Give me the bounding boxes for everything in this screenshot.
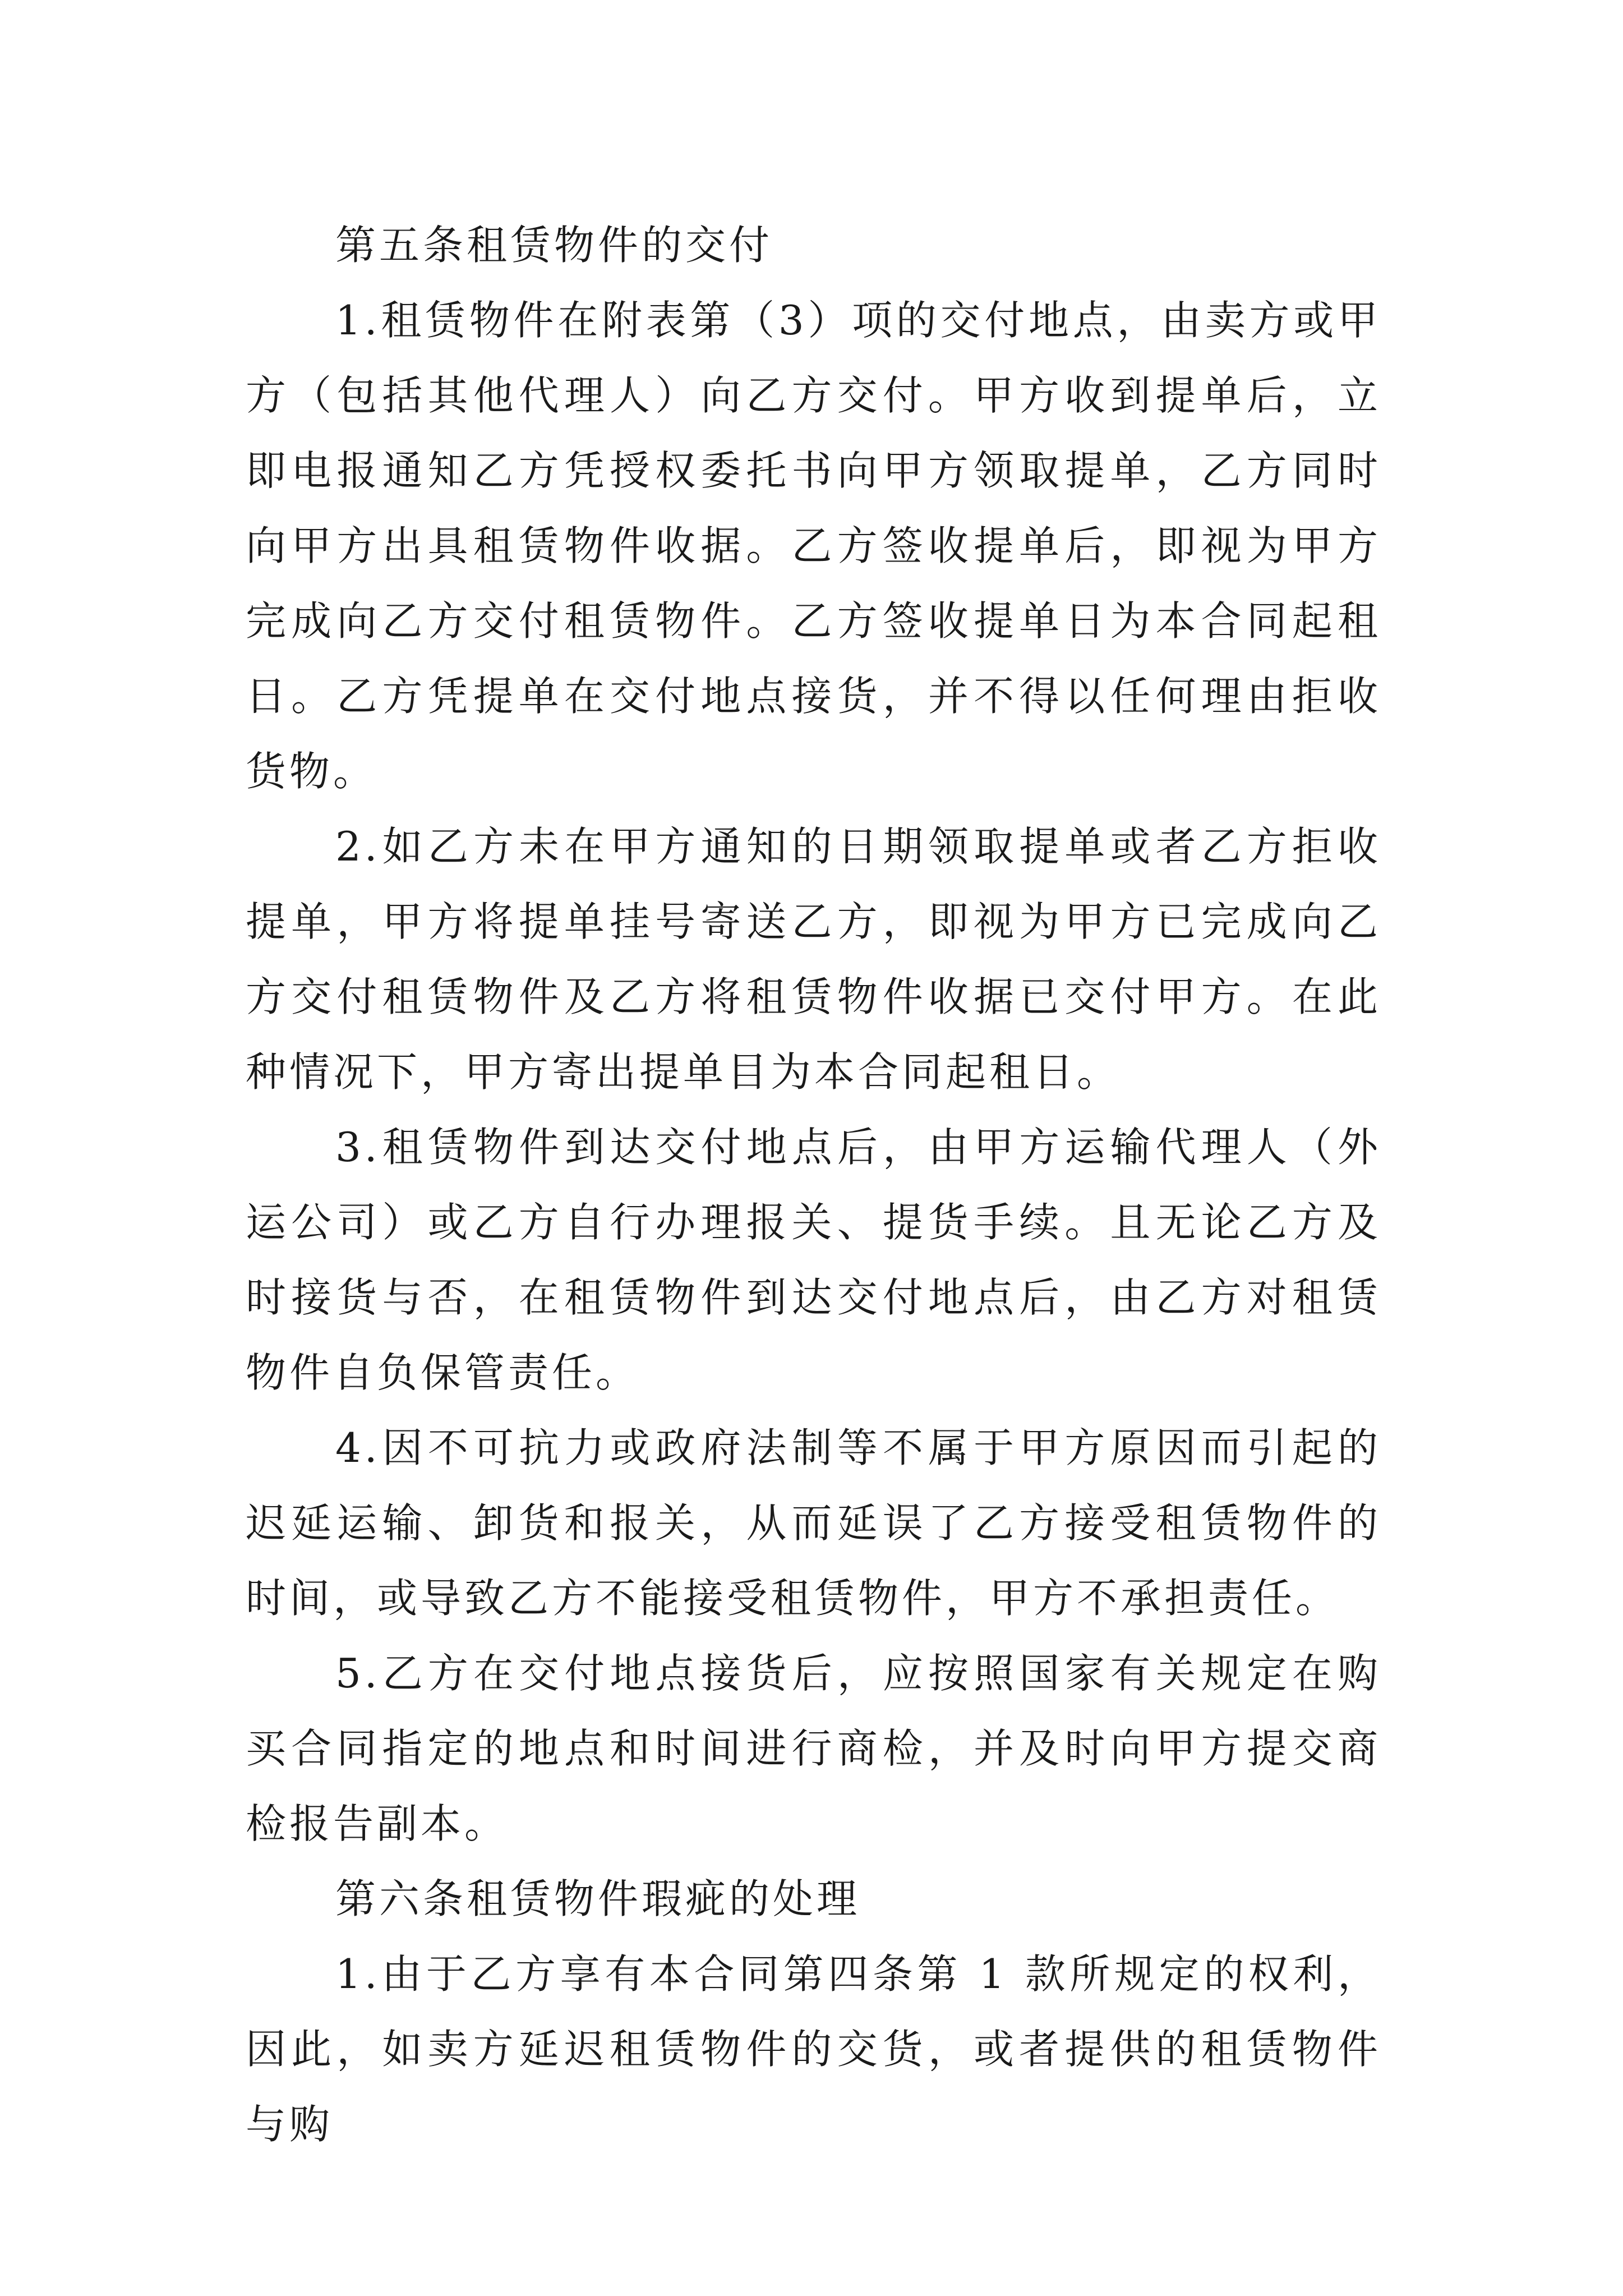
article-5-clause-2: 2.如乙方未在甲方通知的日期领取提单或者乙方拒收提单，甲方将提单挂号寄送乙方，即视为甲方已完成向乙方交付租赁物件及乙方将租赁物件收据已交付甲方。在此种情况下，甲方寄出提单目为本合同起租日。 xyxy=(246,823,1381,1096)
article-5-clause-1: 1.租赁物件在附表第（3）项的交付地点，由卖方或甲方（包括其他代理人）向乙方交付。甲方收到提单后，立即电报通知乙方凭授权委托书向甲方领取提单，乙方同时向甲方出具租赁物件收据。乙方签收提单后，即视为甲方完成向乙方交付租赁物件。乙方签收提单日为本合同起租日。乙方凭提单在交付地点接货，并不得以任何理由拒收货物。 xyxy=(246,297,1381,795)
article-6-clause-1: 1.由于乙方享有本合同第四条第 1 款所规定的权利，因此，如卖方延迟租赁物件的交货，或者提供的租赁物件与购 xyxy=(246,1950,1381,2148)
article-5-clause-4: 4.因不可抗力或政府法制等不属于甲方原因而引起的迟延运输、卸货和报关，从而延误了乙方接受租赁物件的时间，或导致乙方不能接受租赁物件，甲方不承担责任。 xyxy=(246,1424,1381,1622)
contract-text xyxy=(246,208,1381,2162)
article-5-clause-3: 3.租赁物件到达交付地点后，由甲方运输代理人（外运公司）或乙方自行办理报关、提货手续。且无论乙方及时接货与否，在租赁物件到达交付地点后，由乙方对租赁物件自负保管责任。 xyxy=(246,1124,1381,1396)
article-5-clause-5: 5.乙方在交付地点接货后，应按照国家有关规定在购买合同指定的地点和时间进行商检，并及时向甲方提交商检报告副本。 xyxy=(246,1650,1381,1847)
article-6-heading: 第六条租赁物件瑕疵的处理 xyxy=(335,1875,861,1922)
article-5-heading: 第五条租赁物件的交付 xyxy=(335,222,773,269)
